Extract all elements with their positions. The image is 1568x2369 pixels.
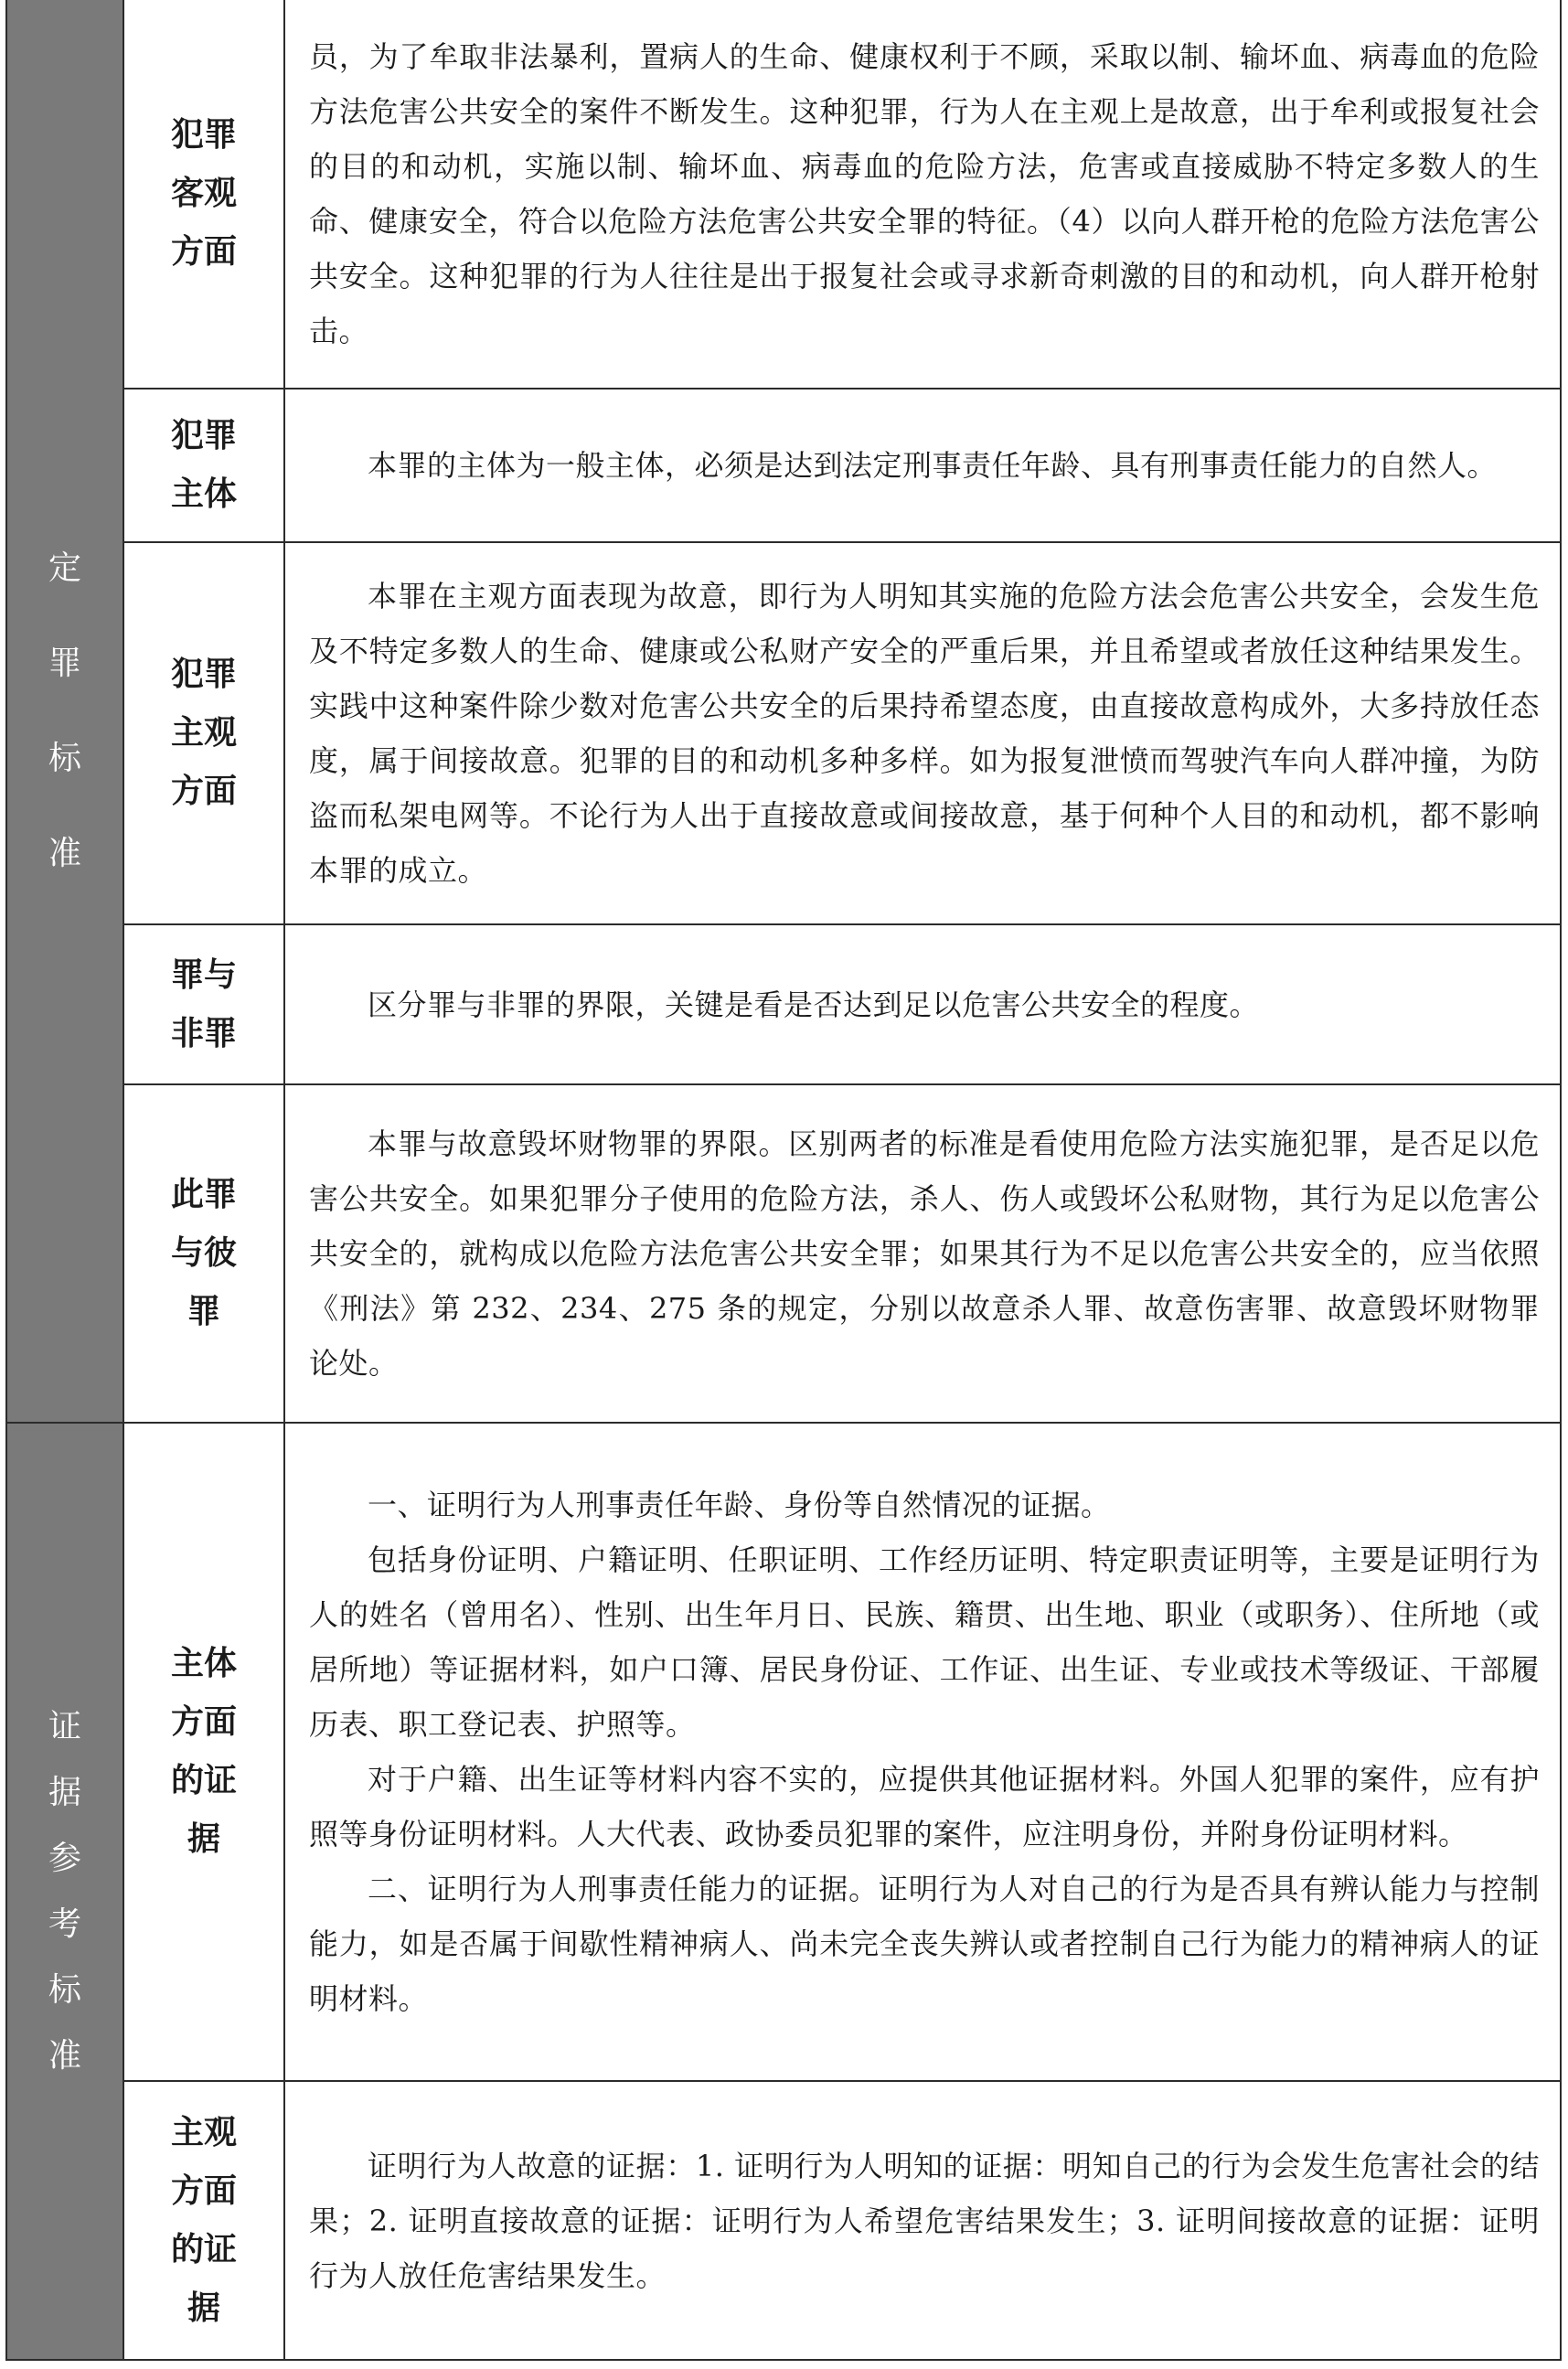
section-label: 证据参考标准 (48, 1707, 81, 2075)
table-row (6, 0, 1561, 389)
table-row (6, 389, 1561, 542)
content-cell (284, 0, 1561, 389)
subheading-cell (123, 2081, 284, 2360)
subheading-cell (123, 1423, 284, 2081)
paragraph: 本罪在主观方面表现为故意，即行为人明知其实施的危险方法会危害公共安全，会发生危及不特定多数人的生命、健康或公私财产安全的严重后果，并且希望或者放任这种结果发生。实践中这种案件除少数对危害公共安全的后果持希望态度，由直接故意构成外，大多持放任态度，属于间接故意。犯罪的目的和动机多种多样。如为报复泄愤而驾驶汽车向人群冲撞，为防盗而私架电网等。不论行为人出于直接故意或间接故意，基于何种个人目的和动机，都不影响本罪的成立。 (309, 579, 1540, 888)
subheading-subject-evidence: 主体方面的证据 (170, 1645, 237, 1858)
paragraph: 本罪与故意毁坏财物罪的界限。区别两者的标准是看使用危险方法实施犯罪，是否足以危害公共安全。如果犯罪分子使用的危险方法，杀人、伤人或毁坏公私财物，其行为足以危害公共安全的，就构成以危险方法危害公共安全罪；如果其行为不足以危害公共安全的，应当依照《刑法》第 232、234、275 条的规定，分别以故意杀人罪、故意伤害罪、故意毁坏财物罪论处。 (309, 1126, 1540, 1381)
content-cell (284, 924, 1561, 1084)
content-cell (284, 1423, 1561, 2081)
subheading-subjective-evidence: 主观方面的证据 (170, 2113, 237, 2327)
table-row (6, 924, 1561, 1084)
section-label: 定罪标准 (48, 549, 81, 872)
table-row (6, 2081, 1561, 2360)
paragraph: 对于户籍、出生证等材料内容不实的，应提供其他证据材料。外国人犯罪的案件，应有护照等身份证明材料。人大代表、政协委员犯罪的案件，应注明身份，并附身份证明材料。 (309, 1762, 1540, 1851)
subheading-cell (123, 1084, 284, 1423)
table-row (6, 1423, 1561, 2081)
paragraph: 证明行为人故意的证据：1. 证明行为人明知的证据：明知自己的行为会发生危害社会的结果；2. 证明直接故意的证据：证明行为人希望危害结果发生；3. 证明间接故意的证据：证明行为人放任危害结果发生。 (309, 2148, 1540, 2293)
legal-standards-table (5, 0, 1562, 2361)
subheading-cell (123, 542, 284, 924)
subheading-subject: 犯罪主体 (170, 417, 237, 513)
content-cell (284, 389, 1561, 542)
content-cell (284, 542, 1561, 924)
subheading-cell (123, 389, 284, 542)
paragraph: 区分罪与非罪的界限，关键是看是否达到足以危害公共安全的程度。 (368, 987, 1260, 1022)
subheading-subjective-aspect: 犯罪主观方面 (170, 656, 237, 810)
subheading-cell (123, 0, 284, 389)
subheading-this-vs-other-crime: 此罪与彼罪 (170, 1176, 237, 1330)
subheading-cell (123, 924, 284, 1084)
paragraph: 一、证明行为人刑事责任年龄、身份等自然情况的证据。 (368, 1488, 1111, 1522)
table-row (6, 1084, 1561, 1423)
paragraph: 二、证明行为人刑事责任能力的证据。证明行为人对自己的行为是否具有辨认能力与控制能力，如是否属于间歇性精神病人、尚未完全丧失辨认或者控制自己行为能力的精神病人的证明材料。 (309, 1872, 1540, 2016)
table-row (6, 542, 1561, 924)
subheading-objective-aspect: 犯罪客观方面 (170, 116, 237, 271)
paragraph: 员，为了牟取非法暴利，置病人的生命、健康权利于不顾，采取以制、输坏血、病毒血的危险方法危害公共安全的案件不断发生。这种犯罪，行为人在主观上是故意，出于牟利或报复社会的目的和动机，实施以制、输坏血、病毒血的危险方法，危害或直接威胁不特定多数人的生命、健康安全，符合以危险方法危害公共安全罪的特征。（4）以向人群开枪的危险方法危害公共安全。这种犯罪的行为人往往是出于报复社会或寻求新奇刺激的目的和动机，向人群开枪射击。 (309, 39, 1540, 348)
subheading-crime-or-not: 罪与非罪 (170, 955, 237, 1052)
section-label-cell (6, 0, 123, 1423)
paragraph: 本罪的主体为一般主体，必须是达到法定刑事责任年龄、具有刑事责任能力的自然人。 (368, 448, 1498, 483)
section-label-cell (6, 1423, 123, 2360)
content-cell (284, 2081, 1561, 2360)
paragraph: 包括身份证明、户籍证明、任职证明、工作经历证明、特定职责证明等，主要是证明行为人的姓名（曾用名）、性别、出生年月日、民族、籍贯、出生地、职业（或职务）、住所地（或居所地）等证据材料，如户口簿、居民身份证、工作证、出生证、专业或技术等级证、干部履历表、职工登记表、护照等。 (309, 1542, 1540, 1742)
content-cell (284, 1084, 1561, 1423)
